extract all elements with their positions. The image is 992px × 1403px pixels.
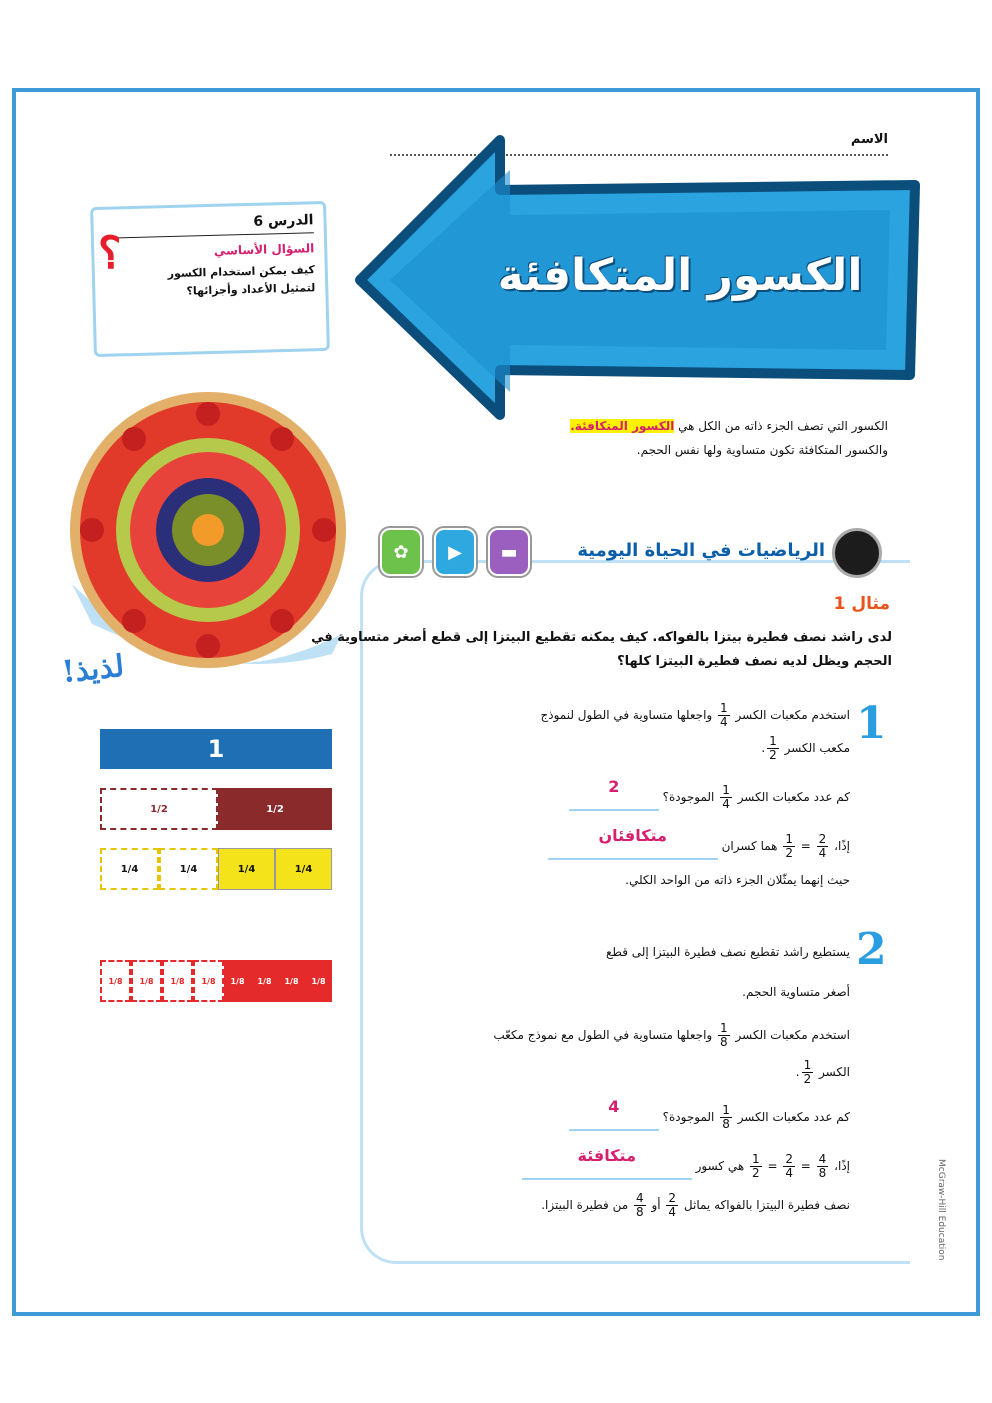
quarter-block: 1/4 <box>275 848 332 890</box>
lesson-number: الدرس 6 <box>103 212 313 238</box>
step1-question: كم عدد مكعبات الكسر <box>737 790 850 804</box>
eighth-block: 1/8 <box>131 960 162 1002</box>
yummy-label: لذيذ! <box>60 648 126 691</box>
fraction: $\frac{1}{2}$ <box>751 1152 760 1180</box>
fraction: $\frac{1}{4}$ <box>720 701 728 729</box>
step1-line2: مكعب الكسر <box>784 741 850 755</box>
example-question: لدى راشد نصف فطيرة بيتزا بالفواكه. كيف يمكنه تقطيع البيتزا إلى قطع أصغر متساوية في الحجم ويظل لديه نصف فطيرة البيتزا كلها؟ <box>311 630 892 669</box>
step1-line1b: واجعلها متساوية في الطول لنموذج <box>540 708 713 722</box>
eighth-block: 1/8 <box>100 960 131 1002</box>
step-1-text: استخدم مكعبات الكسر $\frac{1}{4}$ واجعلها متساوية في الطول لنموذج مكعب الكسر $\frac{1}{2}$ . كم عدد مكعبات الكسر $\frac{1}{4}$ الموجودة؟ 2 إذًا، $\frac{2}{4}$ = $\frac{1}{2}$ هما كسران متكافئان حيث إنهما يمثّلان الجزء ذاته من الواحد الكلي. <box>340 702 850 892</box>
intro-line1: الكسور التي تصف الجزء ذاته من الكل هي <box>678 419 888 433</box>
step1-conclusion: حيث إنهما يمثّلان الجزء ذاته من الواحد الكلي. <box>625 873 850 887</box>
learn-button[interactable] <box>488 528 530 576</box>
step-2-text: يستطيع راشد تقطيع نصف فطيرة البيتزا إلى قطع أصغر متساوية الحجم. استخدم مكعبات الكسر $\frac{1}{8}$ واجعلها متساوية في الطول مع نموذج مكعّب الكسر $\frac{1}{2}$ . كم عدد مكعبات الكسر $\frac{1}{8}$ الموجودة؟ 4 إذًا، $\frac{4}{8}$ = $\frac{2}{4}$ = $\frac{1}{2}$ هي كسور متكافئة نصف فطيرة البيتزا بالفواكه يماثل $\frac{2}{4}$ أو $\frac{4}{8}$ من فطيرة البيتزا. <box>340 940 850 1219</box>
fraction: $\frac{1}{4}$ <box>722 783 730 811</box>
step2-question-end: الموجودة؟ <box>662 1110 715 1124</box>
whole-bar: 1 <box>100 729 332 769</box>
fraction: $\frac{1}{2}$ <box>769 734 777 762</box>
page-title: الكسور المتكافئة <box>497 250 863 301</box>
eighths-bar <box>100 960 332 1002</box>
answer-field-word[interactable]: متكافئة <box>522 1158 692 1180</box>
real-world-title: الرياضيات في الحياة اليومية <box>577 540 825 561</box>
quarter-block: 1/4 <box>159 848 218 890</box>
step2-question: كم عدد مكعبات الكسر <box>737 1110 850 1124</box>
step1-question-end: الموجودة؟ <box>662 790 715 804</box>
eighth-block: 1/8 <box>162 960 193 1002</box>
fraction: $\frac{2}{4}$ <box>785 1152 793 1180</box>
name-label: الاسم <box>850 132 888 147</box>
fraction: $\frac{1}{2}$ <box>785 832 793 860</box>
fraction: $\frac{4}{8}$ <box>818 1152 827 1180</box>
step2-eq-prefix: إذًا، <box>834 1159 850 1173</box>
fraction: $\frac{1}{8}$ <box>720 1021 728 1049</box>
essential-question-text: كيف يمكن استخدام الكسور لتمثيل الأعداد وأجزائها؟ <box>167 263 316 298</box>
quarters-bar <box>100 848 332 890</box>
resource-buttons <box>380 528 530 576</box>
essential-question-label: السؤال الأساسي <box>213 241 315 258</box>
fraction: $\frac{2}{4}$ <box>668 1191 677 1219</box>
step2-line4: الكسر <box>819 1065 850 1079</box>
fraction: $\frac{4}{8}$ <box>635 1191 644 1219</box>
fraction: $\frac{1}{8}$ <box>722 1103 730 1131</box>
eighth-block: 1/8 <box>193 960 224 1002</box>
quarter-block: 1/4 <box>218 848 275 890</box>
question-mark-icon: ؟ <box>98 228 122 279</box>
fraction: $\frac{2}{4}$ <box>818 832 827 860</box>
watch-button[interactable] <box>434 528 476 576</box>
quarter-block: 1/4 <box>100 848 159 890</box>
half-block: 1/2 <box>218 788 332 830</box>
step2-conclusion: نصف فطيرة البيتزا بالفواكه يماثل <box>683 1198 850 1212</box>
step1-eq-mid: هما كسران <box>721 839 778 853</box>
tools-button[interactable] <box>380 528 422 576</box>
half-block: 1/2 <box>100 788 218 830</box>
intro-line2: والكسور المتكافئة تكون متساوية ولها نفس الحجم. <box>636 443 888 457</box>
answer-field-count[interactable]: 4 <box>569 1109 659 1131</box>
halves-bar <box>100 788 332 830</box>
eighth-block: 1/8 <box>224 960 251 1002</box>
example-title: مثال 1 <box>833 594 890 614</box>
chat-icon: ▬ <box>500 541 518 563</box>
step1-line1: استخدم مكعبات الكسر <box>735 708 850 722</box>
highlight-term: الكسور المتكافئة. <box>570 419 675 433</box>
play-icon: ▶ <box>448 541 462 563</box>
eighth-block: 1/8 <box>251 960 278 1002</box>
step2-conclusion-end: من فطيرة البيتزا. <box>541 1198 629 1212</box>
intro-text <box>440 414 888 462</box>
globe-icon <box>832 528 882 578</box>
step2-line3: استخدم مكعبات الكسر <box>735 1028 850 1042</box>
tools-icon: ✿ <box>393 541 409 563</box>
answer-field-count[interactable]: 2 <box>569 789 659 811</box>
lesson-card <box>90 201 330 357</box>
step1-eq-prefix: إذًا، <box>834 839 850 853</box>
step2-or: أو <box>651 1198 661 1212</box>
eighth-block: 1/8 <box>305 960 332 1002</box>
step2-line2: أصغر متساوية الحجم. <box>742 985 850 999</box>
step-1-number: 1 <box>856 698 887 749</box>
step2-eq-mid: هي كسور <box>695 1159 745 1173</box>
step-2-number: 2 <box>856 924 887 975</box>
publisher-credit: McGraw-Hill Education <box>936 1158 946 1260</box>
step2-line1: يستطيع راشد تقطيع نصف فطيرة البيتزا إلى قطع <box>605 945 850 959</box>
fraction: $\frac{1}{2}$ <box>803 1058 812 1086</box>
step2-line3b: واجعلها متساوية في الطول مع نموذج مكعّب <box>493 1028 713 1042</box>
answer-field-word[interactable]: متكافئان <box>548 838 718 860</box>
eighth-block: 1/8 <box>278 960 305 1002</box>
